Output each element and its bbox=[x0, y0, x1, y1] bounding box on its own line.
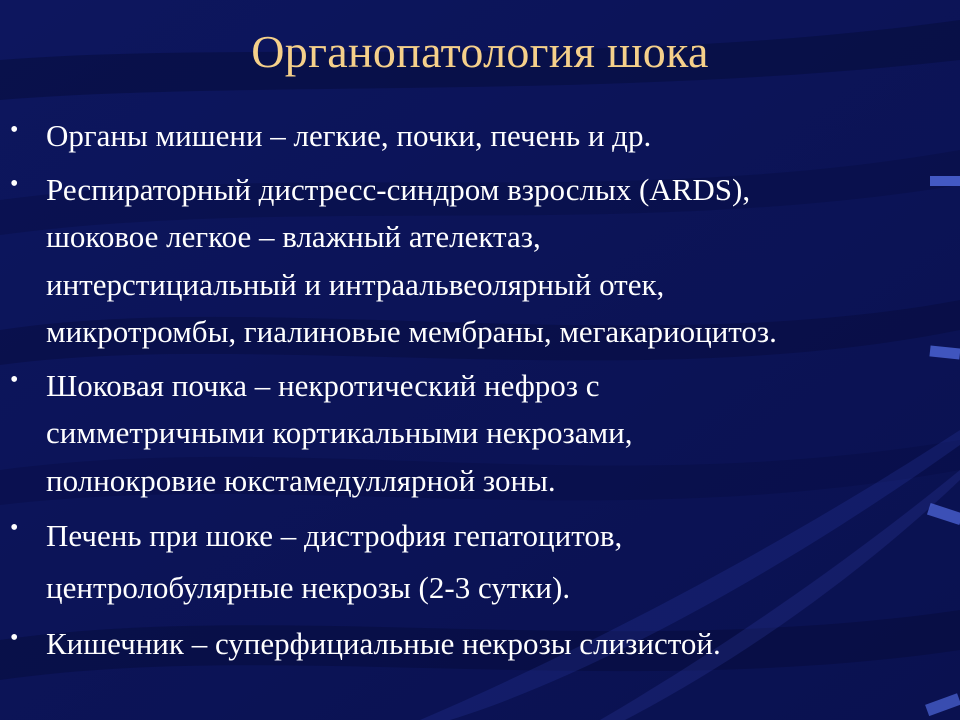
bullet-text-line: интерстициальный и интраальвеолярный отек, bbox=[46, 266, 665, 302]
bullet-marker: • bbox=[10, 117, 19, 143]
bullet-marker: • bbox=[10, 515, 19, 541]
bullet-item bbox=[10, 112, 940, 160]
bullet-marker: • bbox=[10, 625, 19, 651]
bullet-text-line: Кишечник – суперфициальные некрозы слизистой. bbox=[46, 626, 721, 661]
bullet-text-line: центролобулярные некрозы (2-3 сутки). bbox=[46, 570, 571, 605]
bullet-text-line: микротромбы, гиалиновые мембраны, мегакариоцитоз. bbox=[46, 314, 777, 349]
bullet-item bbox=[10, 166, 940, 356]
bullet-list bbox=[10, 112, 940, 674]
bullet-text-line: Шоковая почка – некротический нефроз с bbox=[46, 367, 600, 403]
bullet-text-line: Респираторный дистресс-синдром взрослых (ARDS), bbox=[46, 171, 751, 207]
bullet-marker: • bbox=[10, 170, 19, 197]
bullet-text-line: Печень при шоке – дистрофия гепатоцитов, bbox=[46, 518, 623, 553]
bullet-text-line: шоковое легкое – влажный ателектаз, bbox=[46, 219, 541, 254]
bullet-item bbox=[10, 510, 940, 614]
bullet-marker: • bbox=[10, 366, 19, 393]
slide-title: Органопатология шока bbox=[251, 26, 709, 77]
bullet-text-line: симметричными кортикальными некрозами, bbox=[46, 415, 633, 450]
bullet-item bbox=[10, 362, 940, 505]
bullet-item bbox=[10, 620, 940, 668]
bullet-text-line: полнокровие юкстамедуллярной зоны. bbox=[46, 462, 556, 498]
bullet-text-line: Органы мишени – легкие, почки, печень и др. bbox=[46, 118, 652, 153]
